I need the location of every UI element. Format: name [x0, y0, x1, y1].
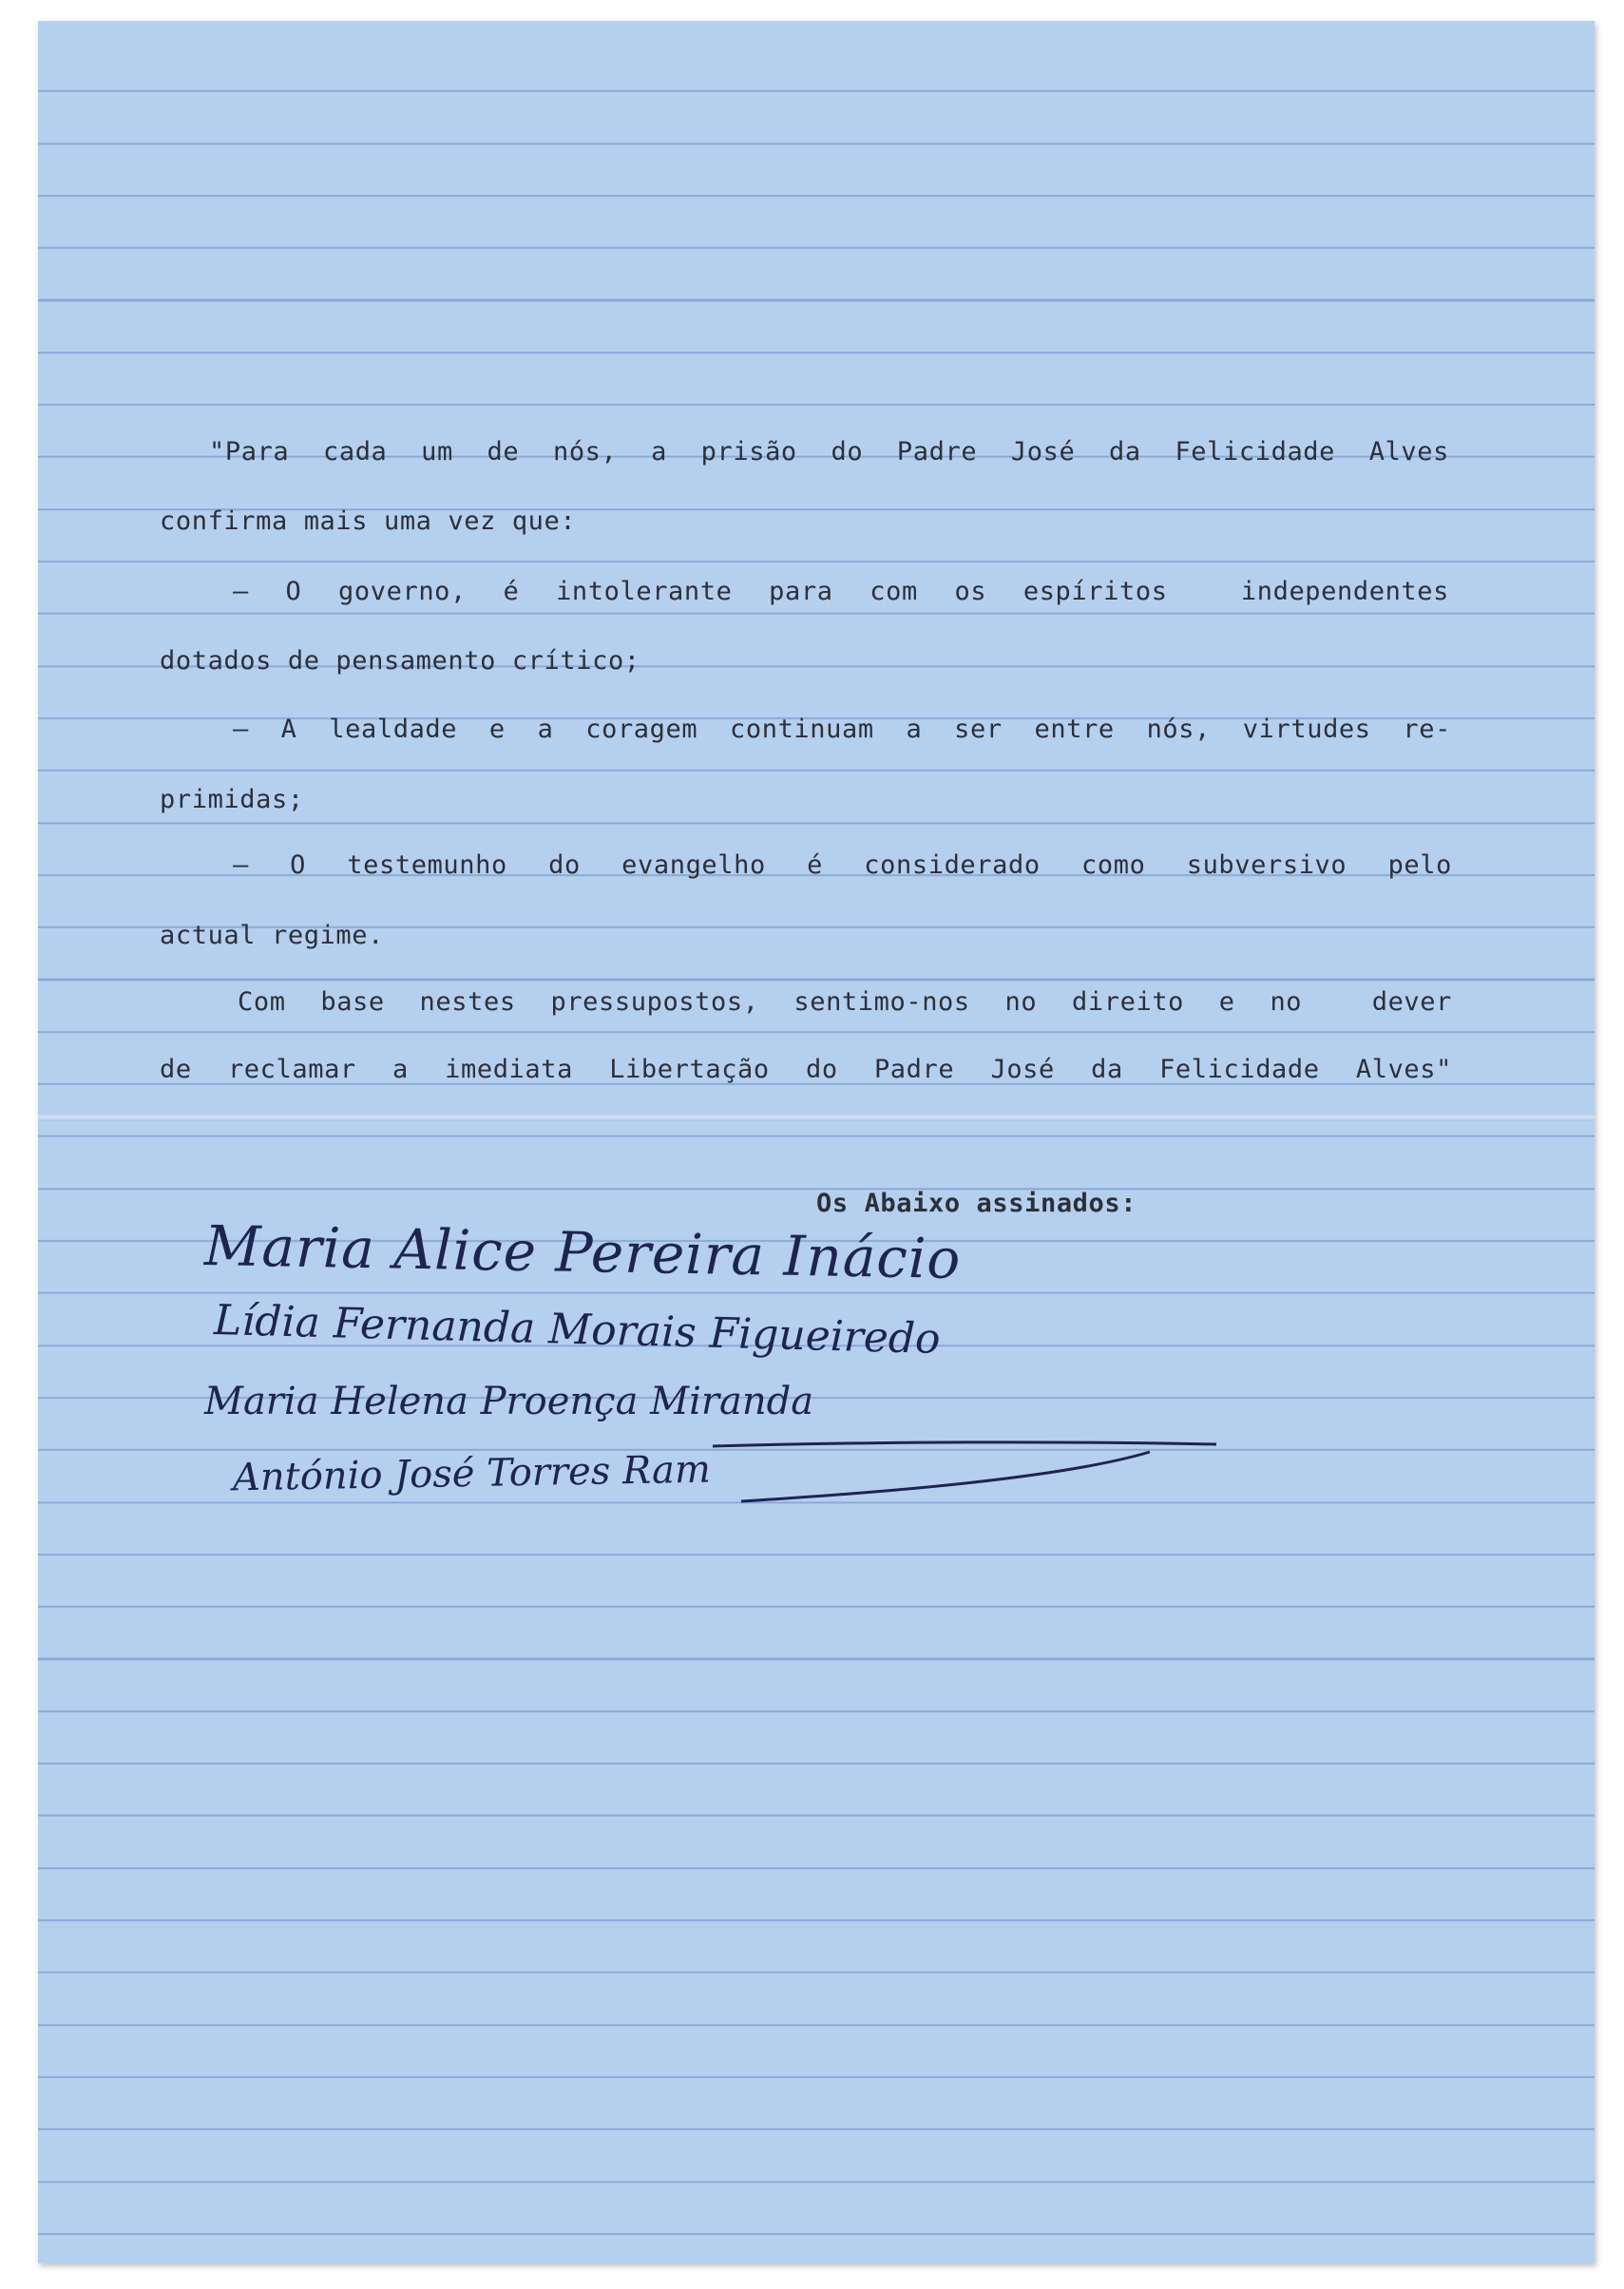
letter-line: Com base nestes pressupostos, sentimo-nos no direito e no dever	[238, 987, 1452, 1017]
handwritten-signature: António José Torres Ram	[232, 1447, 712, 1500]
letter-line: "Para cada um de nós, a prisão do Padre José da Felicidade Alves	[209, 437, 1449, 467]
letter-line: dotados de pensamento crítico;	[160, 646, 640, 676]
handwritten-signature: Maria Alice Pereira Inácio	[203, 1213, 962, 1291]
signature-flourish-stroke	[703, 1425, 1235, 1511]
paper-sheet	[38, 21, 1595, 2263]
signatories-heading: Os Abaixo assinados:	[816, 1189, 1137, 1218]
handwritten-signature: Lídia Fernanda Morais Figueiredo	[213, 1296, 942, 1364]
letter-line: primidas;	[160, 785, 304, 814]
letter-line: actual regime.	[160, 921, 384, 950]
letter-line: — A lealdade e a coragem continuam a ser entre nós, virtudes re-	[233, 715, 1451, 744]
letter-line: — O governo, é intolerante para com os espíritos independentes	[233, 577, 1449, 606]
signature-block	[38, 21, 1595, 2263]
handwritten-signature: Maria Helena Proença Miranda	[204, 1380, 814, 1423]
letter-line: de reclamar a imediata Libertação do Padre José da Felicidade Alves"	[160, 1055, 1452, 1084]
letter-line: — O testemunho do evangelho é considerado como subversivo pelo	[233, 850, 1452, 880]
letter-line: confirma mais uma vez que:	[160, 506, 577, 536]
